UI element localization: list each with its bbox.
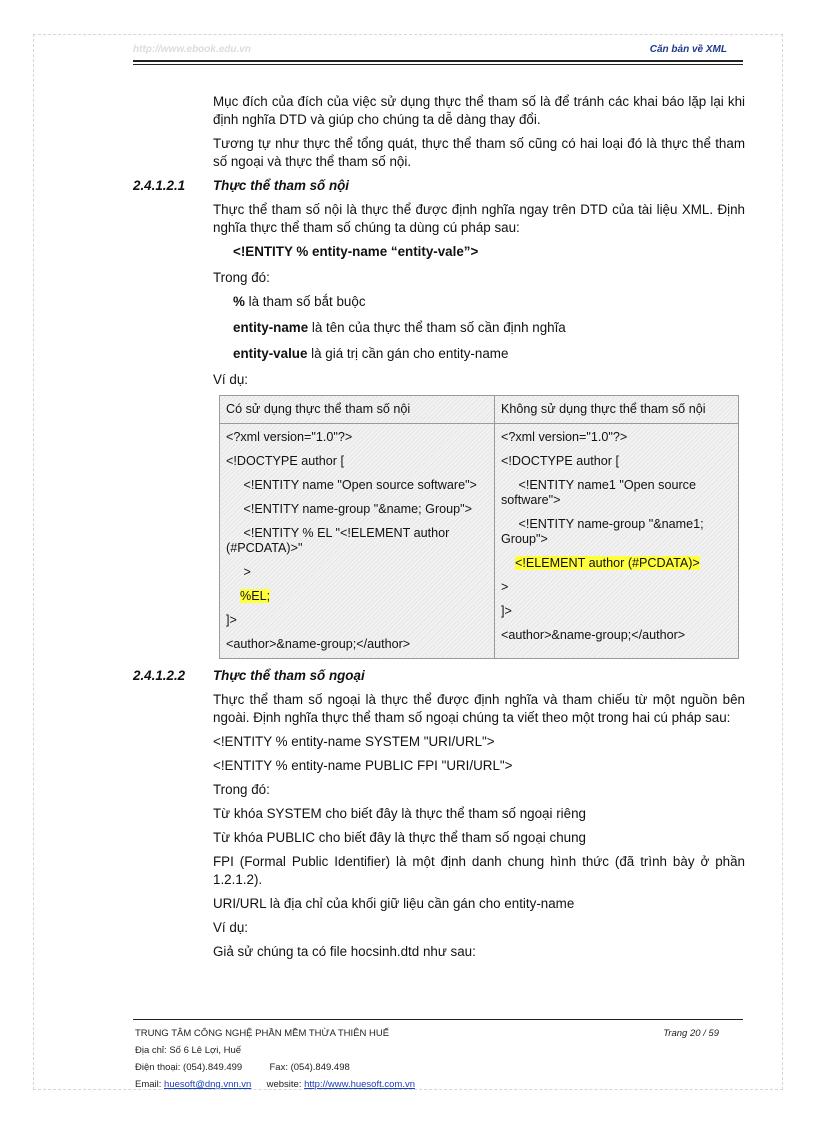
syntax-public: <!ENTITY % entity-name PUBLIC FPI "URI/URL"> [213,758,513,773]
definition-percent [233,293,745,311]
definition-entity-name [233,319,745,337]
code-text: <!ENTITY % EL "<!ELEMENT author (#PCDATA)>" [226,526,450,555]
code-cell-with-entity [220,424,495,659]
footer-phone: Điện thoại: (054).849.499 [135,1062,243,1073]
paragraph-fpi: FPI (Formal Public Identifier) là một định danh chung hình thức (đã trình bày ở phần 1.2.1.2). [213,854,745,887]
page-content [133,93,745,967]
definition-text: là tham số bắt buộc [244,294,366,309]
code-line: ]> [226,613,237,627]
where-label: Trong đó: [213,782,270,797]
code-line: <?xml version="1.0"?> [226,430,353,444]
code-line [226,478,488,493]
code-line: <?xml version="1.0"?> [501,430,628,444]
where-label: Trong đó: [213,270,270,285]
email-link[interactable]: huesoft@dng.vnn.vn [164,1079,252,1090]
paragraph-purpose: Mục đích của đích của việc sử dụng thực thể tham số là để tránh các khai báo lặp lại khi định nghĩa DTD và giúp cho chúng ta dễ dàng thay đổi. [213,94,745,127]
section-title: Thực thể tham số ngoại [213,668,365,683]
section-number: 2.4.1.2.1 [133,178,186,193]
code-text: <!ENTITY name-group "&name1; Group"> [501,517,704,546]
page-number: Trang 20 / 59 [663,1028,719,1039]
table-header-cell: Không sử dụng thực thể tham số nội [495,396,739,424]
paragraph-external-def: Thực thể tham số ngoại là thực thể được định nghĩa và tham chiếu từ một nguồn bên ngoài. Định nghĩa thực thể tham số ngoại chúng ta viết theo một trong hai cú pháp sau: [213,692,745,725]
paragraph-uri: URI/URL là địa chỉ của khối giữ liệu cần gán cho entity-name [213,896,575,911]
code-line: <author>&name-group;</author> [501,628,686,642]
paragraph-internal-def: Thực thể tham số nội là thực thể được định nghĩa ngay trên DTD của tài liệu XML. Định nghĩa thực thể tham số chúng ta dùng cú pháp sau: [213,202,745,235]
section-heading-internal [133,177,745,195]
table-header-cell: Có sử dụng thực thể tham số nội [220,396,495,424]
footer-links [135,1076,741,1093]
definition-text: là giá trị cần gán cho entity-name [307,346,509,361]
code-line: <!DOCTYPE author [ [501,454,619,468]
header-url: http://www.ebook.edu.vn [133,44,251,55]
paragraph-system: Từ khóa SYSTEM cho biết đây là thực thể tham số ngoại riêng [213,806,586,821]
code-line: <!DOCTYPE author [ [226,454,344,468]
section-title: Thực thể tham số nội [213,178,350,193]
code-text: > [240,565,251,579]
section-heading-external [133,667,745,685]
code-line [226,565,488,580]
code-cell-without-entity [495,424,739,659]
footer-fax: Fax: (054).849.498 [269,1062,350,1073]
email-label: Email: [135,1079,165,1090]
code-line [226,502,488,517]
code-line [501,517,732,547]
code-line: <author>&name-group;</author> [226,637,411,651]
definition-text: là tên của thực thể tham số cần định nghĩa [308,320,566,335]
syntax-system: <!ENTITY % entity-name SYSTEM "URI/URL"> [213,734,495,749]
definition-term: entity-value [233,346,308,361]
syntax-internal: <!ENTITY % entity-name “entity-vale”> [233,244,479,259]
header-title: Căn bản về XML [649,44,727,55]
website-label: website: [266,1079,305,1090]
code-line: ]> [501,604,512,618]
website-link[interactable]: http://www.huesoft.com.vn [304,1079,416,1090]
example-label: Ví dụ: [213,920,248,935]
code-line [226,589,488,604]
footer-address: Địa chỉ: Số 6 Lê Lợi, Huế [135,1045,242,1056]
code-line [226,526,488,556]
highlighted-code: <!ELEMENT author (#PCDATA)> [515,556,700,570]
code-line [501,478,732,508]
footer-rule [133,1019,743,1020]
highlighted-code: %EL; [240,589,271,603]
comparison-table [219,395,739,659]
paragraph-public: Từ khóa PUBLIC cho biết đây là thực thể tham số ngoại chung [213,830,586,845]
footer-org: TRUNG TÂM CÔNG NGHỆ PHẦN MỀM THỪA THIÊN HUẾ [135,1028,390,1039]
page-footer [135,1025,741,1093]
table-row [220,424,739,659]
paragraph-types: Tương tự như thực thể tổng quát, thực thể tham số cũng có hai loại đó là thực thể tham số ngoại và thực thể tham số nội. [213,136,745,169]
code-line [501,580,732,595]
paragraph-hocsinh: Giả sử chúng ta có file hocsinh.dtd như sau: [213,944,476,959]
definition-term: entity-name [233,320,309,335]
footer-contact [135,1059,741,1076]
code-text: <!ENTITY name-group "&name; Group"> [240,502,473,516]
code-text: <!ENTITY name "Open source software"> [240,478,477,492]
example-label: Ví dụ: [213,372,248,387]
code-text: <!ENTITY name1 "Open source software"> [501,478,696,507]
code-text: > [501,580,509,594]
section-number: 2.4.1.2.2 [133,668,186,683]
definition-term: % [233,294,245,309]
code-line [501,556,732,571]
table-header-row [220,396,739,424]
definition-entity-value [233,345,745,363]
header-rule [133,60,743,65]
